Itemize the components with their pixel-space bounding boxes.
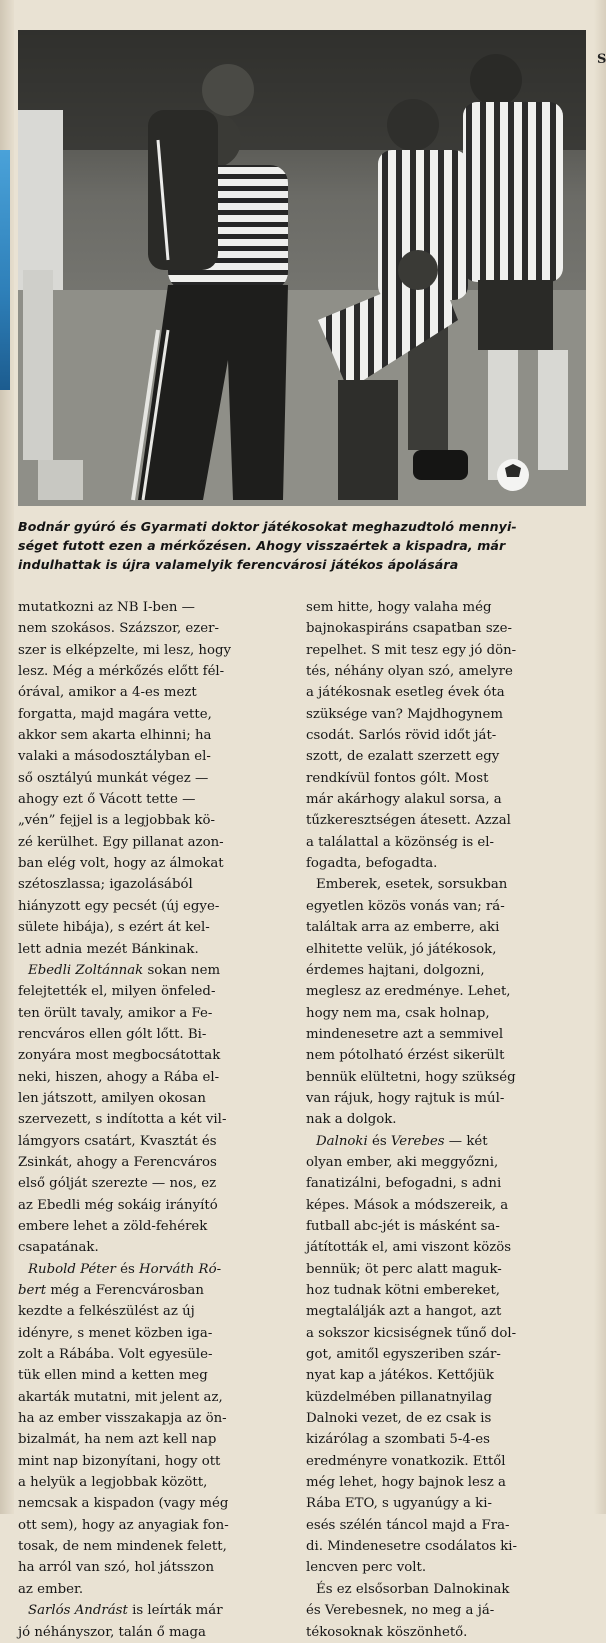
article-text: érdemes hajtani, dolgozni, bbox=[306, 962, 485, 978]
article-line bbox=[18, 746, 298, 767]
article-text: mint nap bizonyítani, hogy ott bbox=[18, 1453, 221, 1469]
article-text: sokan nem bbox=[143, 962, 221, 978]
article-column-right bbox=[306, 597, 591, 1643]
article-text: Dalnoki vezet, de ez csak is bbox=[306, 1411, 492, 1427]
article-line bbox=[18, 618, 298, 639]
article-line bbox=[306, 1429, 591, 1450]
article-line bbox=[306, 1109, 591, 1130]
article-line bbox=[306, 1173, 591, 1194]
article-line bbox=[18, 1195, 298, 1216]
article-line bbox=[306, 874, 591, 895]
article-line bbox=[18, 661, 298, 682]
article-text: És ez elsősorban Dalnokinak bbox=[316, 1581, 510, 1597]
article-line bbox=[18, 1557, 298, 1578]
article-line bbox=[18, 1579, 298, 1600]
article-text: tés, néhány olyan szó, amelyre bbox=[306, 664, 513, 680]
article-text: nyat kap a játékos. Kettőjük bbox=[306, 1368, 494, 1384]
article-line bbox=[306, 1259, 591, 1280]
article-line bbox=[306, 917, 591, 938]
article-text: tosak, de nem mindenek felett, bbox=[18, 1539, 227, 1555]
article-text: ten örült tavaly, amikor a Fe- bbox=[18, 1005, 213, 1021]
article-text: van rájuk, hogy rajtuk is múl- bbox=[306, 1090, 505, 1106]
article-text: bennük; öt perc alatt maguk- bbox=[306, 1261, 502, 1277]
article-line bbox=[306, 640, 591, 661]
article-text: neki, hiszen, ahogy a Rába el- bbox=[18, 1069, 220, 1085]
article-text: megtalálják azt a hangot, azt bbox=[306, 1304, 502, 1320]
article-line bbox=[18, 1045, 298, 1066]
article-line bbox=[306, 939, 591, 960]
article-line bbox=[18, 768, 298, 789]
article-line bbox=[18, 896, 298, 917]
article-text: elhitette velük, jó játékosok, bbox=[306, 941, 497, 957]
article-line bbox=[306, 597, 591, 618]
article-text: is leírták már bbox=[127, 1603, 223, 1619]
article-text: már akárhogy alakul sorsa, a bbox=[306, 792, 502, 808]
article-text: zonyára most megbocsátottak bbox=[18, 1048, 221, 1064]
article-line bbox=[306, 768, 591, 789]
article-line bbox=[306, 810, 591, 831]
article-line bbox=[306, 1451, 591, 1472]
article-line bbox=[306, 682, 591, 703]
article-line bbox=[306, 1003, 591, 1024]
article-text: ahogy ezt ő Vácott tette — bbox=[18, 792, 196, 808]
article-text: akarták mutatni, mit jelent az, bbox=[18, 1389, 223, 1405]
article-line bbox=[18, 1216, 298, 1237]
article-text: lámgyors csatárt, Kvasztát és bbox=[18, 1133, 217, 1149]
article-text: len játszott, amilyen okosan bbox=[18, 1090, 206, 1106]
article-line bbox=[18, 1280, 298, 1301]
article-line bbox=[18, 682, 298, 703]
article-text: „vén” fejjel is a legjobbak kö- bbox=[18, 813, 216, 829]
article-line bbox=[18, 853, 298, 874]
article-line bbox=[306, 618, 591, 639]
article-line bbox=[306, 1600, 591, 1621]
article-line bbox=[18, 1536, 298, 1557]
article-text: di. Mindenesetre csodálatos ki- bbox=[306, 1539, 518, 1555]
article-text: szervezett, s indította a két vil- bbox=[18, 1112, 227, 1128]
article-line bbox=[306, 1622, 591, 1643]
article-line bbox=[18, 981, 298, 1002]
caption-line: indulhattak is újra valamelyik ferencvárosi játékos ápolására bbox=[18, 557, 459, 572]
article-text: még lehet, hogy bajnok lesz a bbox=[306, 1475, 506, 1491]
article-text: Emberek, esetek, sorsukban bbox=[316, 877, 508, 893]
article-text: got, amitől egyszeriben szár- bbox=[306, 1347, 501, 1363]
article-line bbox=[18, 1600, 298, 1621]
article-text: tűzkeresztségen átesett. Azzal bbox=[306, 813, 511, 829]
article-text: küzdelmében pillanatnyilag bbox=[306, 1389, 492, 1405]
article-text: játították el, ami viszont közös bbox=[306, 1240, 512, 1256]
article-text: sem hitte, hogy valaha még bbox=[306, 600, 492, 615]
article-text: lesz. Még a mérkőzés előtt fél- bbox=[18, 664, 225, 680]
article-text: és bbox=[367, 1133, 391, 1149]
article-text: zolt a Rábába. Volt egyesüle- bbox=[18, 1347, 213, 1363]
page-right-edge bbox=[594, 0, 606, 1514]
article-line bbox=[18, 1152, 298, 1173]
article-text: hogy nem ma, csak holnap, bbox=[306, 1005, 490, 1021]
article-line bbox=[18, 597, 298, 618]
article-line bbox=[306, 661, 591, 682]
article-text: ban elég volt, hogy az álmokat bbox=[18, 856, 224, 872]
article-line bbox=[18, 1622, 298, 1643]
article-line bbox=[306, 725, 591, 746]
article-text: esés szélén táncol majd a Fra- bbox=[306, 1517, 510, 1533]
article-text: a találattal a közönség is el- bbox=[306, 834, 495, 850]
article-line bbox=[306, 1067, 591, 1088]
article-text: — két bbox=[444, 1133, 488, 1149]
article-text: sülete hibája), s ezért át kel- bbox=[18, 920, 210, 936]
article-text: tékosoknak köszönhető. bbox=[306, 1624, 468, 1640]
football bbox=[497, 459, 529, 491]
match-photo bbox=[18, 30, 586, 506]
article-text: és bbox=[115, 1261, 140, 1277]
article-line bbox=[18, 1472, 298, 1493]
article-name-italic: Verebes bbox=[390, 1133, 445, 1149]
article-text: ső osztályú munkát végez — bbox=[18, 770, 209, 786]
article-line bbox=[306, 1301, 591, 1322]
article-line bbox=[18, 1365, 298, 1386]
article-line bbox=[18, 874, 298, 895]
article-line bbox=[306, 789, 591, 810]
article-text: mindenesetre azt a semmivel bbox=[306, 1026, 504, 1042]
article-line bbox=[18, 1131, 298, 1152]
article-line bbox=[18, 1451, 298, 1472]
article-text: embere lehet a zöld-fehérek bbox=[18, 1218, 208, 1234]
article-line bbox=[306, 896, 591, 917]
article-line bbox=[306, 1515, 591, 1536]
article-line bbox=[18, 1301, 298, 1322]
article-text: bajnokaspiráns csapatban sze- bbox=[306, 621, 513, 637]
article-text: zé kerülhet. Egy pillanat azon- bbox=[18, 834, 224, 850]
article-line bbox=[306, 960, 591, 981]
article-name-italic: Dalnoki bbox=[316, 1133, 368, 1149]
article-text: valaki a másodosztályban el- bbox=[18, 749, 211, 765]
article-text: futball abc-jét is másként sa- bbox=[306, 1218, 500, 1234]
article-line bbox=[18, 1408, 298, 1429]
article-text: Rába ETO, s ugyanúgy a ki- bbox=[306, 1496, 492, 1512]
article-text: hiányzott egy pecsét (új egye- bbox=[18, 898, 220, 914]
article-text: bizalmát, ha nem azt kell nap bbox=[18, 1432, 217, 1448]
article-text: rendkívül fontos gólt. Most bbox=[306, 770, 489, 786]
article-line bbox=[306, 1408, 591, 1429]
article-line bbox=[306, 1344, 591, 1365]
article-line bbox=[18, 640, 298, 661]
article-text: rencváros ellen gólt lőtt. Bi- bbox=[18, 1026, 207, 1042]
article-line bbox=[18, 1429, 298, 1450]
article-line bbox=[306, 1045, 591, 1066]
article-line bbox=[306, 1216, 591, 1237]
article-line bbox=[18, 1109, 298, 1130]
article-line bbox=[18, 1237, 298, 1258]
article-text: Zsinkát, ahogy a Ferencváros bbox=[18, 1154, 217, 1170]
article-column-left bbox=[18, 597, 298, 1643]
article-text: lett adnia mezét Bánkinak. bbox=[18, 941, 199, 957]
article-text: szer is elképzelte, mi lesz, hogy bbox=[18, 642, 232, 658]
article-text: fogadta, befogadta. bbox=[306, 856, 438, 872]
match-photo-illustration bbox=[18, 30, 586, 506]
article-name-italic: bert bbox=[18, 1283, 47, 1298]
article-line bbox=[306, 853, 591, 874]
article-text: meglesz az eredménye. Lehet, bbox=[306, 984, 511, 1000]
article-line bbox=[306, 1323, 591, 1344]
article-line bbox=[306, 704, 591, 725]
article-text: repelhet. S mit tesz egy jó dön- bbox=[306, 642, 517, 658]
article-text: és Verebesnek, no meg a já- bbox=[306, 1603, 495, 1619]
article-text: még a Ferencvárosban bbox=[46, 1283, 204, 1298]
article-line bbox=[18, 832, 298, 853]
adjacent-page-letter: S bbox=[597, 52, 606, 67]
article-text: hoz tudnak kötni embereket, bbox=[306, 1283, 501, 1298]
article-line bbox=[18, 939, 298, 960]
article-line bbox=[306, 1280, 591, 1301]
article-line bbox=[18, 1173, 298, 1194]
article-text: első gólját szerezte — nos, ez bbox=[18, 1176, 217, 1192]
article-line bbox=[18, 1323, 298, 1344]
article-text: nem pótolható érzést sikerült bbox=[306, 1048, 505, 1064]
article-line bbox=[18, 1003, 298, 1024]
article-text: a játékosnak esetleg évek óta bbox=[306, 685, 505, 701]
article-text: képes. Mások a módszereik, a bbox=[306, 1197, 509, 1213]
article-text: fanatizálni, befogadni, s adni bbox=[306, 1176, 502, 1192]
article-text: ha az ember visszakapja az ön- bbox=[18, 1411, 227, 1427]
article-text: olyan ember, aki meggyőzni, bbox=[306, 1154, 499, 1170]
article-text: az ember. bbox=[18, 1581, 84, 1597]
article-line bbox=[18, 1515, 298, 1536]
article-text: bennük elültetni, hogy szükség bbox=[306, 1069, 516, 1085]
article-text: kizárólag a szombati 5-4-es bbox=[306, 1432, 490, 1448]
article-line bbox=[306, 1365, 591, 1386]
article-line bbox=[306, 1472, 591, 1493]
article-text: eredményre vonatkozik. Ettől bbox=[306, 1453, 506, 1469]
article-line bbox=[306, 746, 591, 767]
article-line bbox=[18, 1493, 298, 1514]
article-text: idényre, s menet közben iga- bbox=[18, 1325, 213, 1341]
article-line bbox=[306, 1387, 591, 1408]
article-text: lencven perc volt. bbox=[306, 1560, 427, 1576]
article-line bbox=[306, 1152, 591, 1173]
article-line bbox=[18, 789, 298, 810]
article-text: csodát. Sarlós rövid időt ját- bbox=[306, 728, 497, 744]
adjacent-page-blue-strip bbox=[0, 150, 10, 390]
article-text: ott sem), hogy az anyagiak fon- bbox=[18, 1517, 229, 1533]
article-text: kezdte a felkészülést az új bbox=[18, 1304, 195, 1320]
article-line bbox=[18, 1067, 298, 1088]
article-line bbox=[18, 1088, 298, 1109]
article-line bbox=[306, 1536, 591, 1557]
article-text: szüksége van? Majdhogynem bbox=[306, 706, 503, 722]
article-line bbox=[18, 1259, 298, 1280]
article-text: az Ebedli még sokáig irányító bbox=[18, 1197, 218, 1213]
article-name-italic: Rubold Péter bbox=[28, 1261, 116, 1277]
article-text: forgatta, majd magára vette, bbox=[18, 706, 212, 722]
article-line bbox=[306, 1024, 591, 1045]
article-text: tük ellen mind a ketten meg bbox=[18, 1368, 208, 1384]
article-text: egyetlen közös vonás van; rá- bbox=[306, 898, 505, 914]
article-name-italic: Sarlós Andrást bbox=[28, 1603, 128, 1619]
article-text: találtak arra az emberre, aki bbox=[306, 920, 500, 936]
article-name-italic: Ebedli Zoltánnak bbox=[28, 962, 144, 978]
article-line bbox=[18, 1344, 298, 1365]
article-text: órával, amikor a 4-es mezt bbox=[18, 685, 197, 701]
article-line bbox=[306, 832, 591, 853]
article-text: szott, de ezalatt szerzett egy bbox=[306, 749, 500, 765]
article-line bbox=[306, 1557, 591, 1578]
article-text: csapatának. bbox=[18, 1240, 99, 1256]
article-text: a helyük a legjobbak között, bbox=[18, 1475, 208, 1491]
player-feet-left bbox=[38, 460, 83, 500]
article-line bbox=[306, 981, 591, 1002]
article-text: mutatkozni az NB I-ben — bbox=[18, 600, 195, 615]
article-text: nem szokásos. Százszor, ezer- bbox=[18, 621, 220, 637]
article-line bbox=[18, 1387, 298, 1408]
article-line bbox=[306, 1088, 591, 1109]
article-text: felejtették el, milyen önfeled- bbox=[18, 984, 216, 1000]
photo-caption bbox=[18, 517, 594, 574]
article-text: akkor sem akarta elhinni; ha bbox=[18, 728, 212, 744]
article-text: jó néhányszor, talán ő maga bbox=[18, 1624, 206, 1640]
article-line bbox=[306, 1195, 591, 1216]
article-line bbox=[18, 704, 298, 725]
article-text: nak a dolgok. bbox=[306, 1112, 397, 1128]
article-line bbox=[306, 1131, 591, 1152]
article-line bbox=[18, 960, 298, 981]
article-line bbox=[18, 917, 298, 938]
article-line bbox=[18, 725, 298, 746]
article-line bbox=[306, 1579, 591, 1600]
article-text: nemcsak a kispadon (vagy még bbox=[18, 1496, 229, 1512]
article-text: ha arról van szó, hol játsszon bbox=[18, 1560, 215, 1576]
article-name-italic: Horváth Ró- bbox=[139, 1261, 222, 1277]
article-line bbox=[18, 1024, 298, 1045]
caption-line: Bodnár gyúró és Gyarmati doktor játékosokat meghazudtoló mennyi- bbox=[18, 519, 517, 534]
article-line bbox=[306, 1237, 591, 1258]
caption-line: séget futott ezen a mérkőzésen. Ahogy visszaértek a kispadra, már bbox=[18, 538, 506, 553]
article-line bbox=[306, 1493, 591, 1514]
article-text: a sokszor kicsiségnek tűnő dol- bbox=[306, 1325, 517, 1341]
article-text: szétoszlassa; igazolásából bbox=[18, 877, 193, 893]
article-line bbox=[18, 810, 298, 831]
